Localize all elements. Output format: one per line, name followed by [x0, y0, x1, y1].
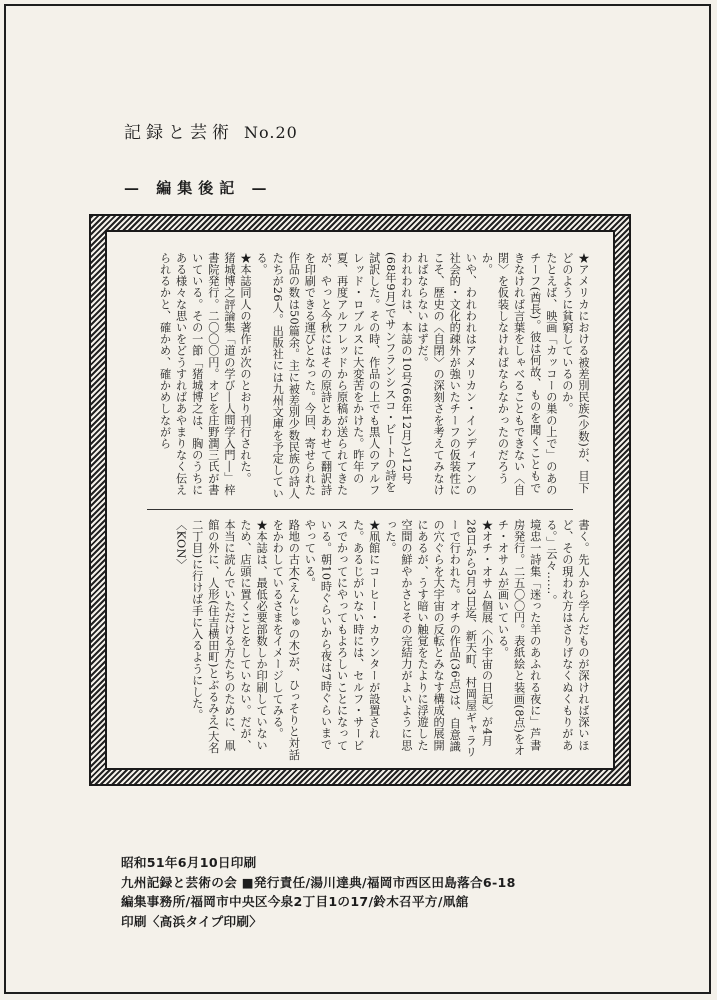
paragraph: 路地の古木(えんじゅの木)が、ひっそりと対話をかわしているさまをイメージしてみる。 [271, 519, 301, 761]
section-heading: — 編集後記 — [124, 179, 273, 197]
paragraph: 書く。先人から学んだものが深ければ深いほど、その現われ方はさりげなくぬくもりがある。」云々……。 [544, 519, 590, 751]
signature: 〈KON〉 [174, 519, 188, 571]
decorative-frame [89, 214, 631, 786]
column-divider [147, 509, 573, 510]
publisher-line: 九州記録と芸術の会 ■発行責任/湯川達典/福岡市西区田島落合6-18 [121, 874, 516, 890]
article-top-columns [131, 252, 591, 502]
title-text: 記録と芸術 [124, 123, 234, 143]
paragraph: ★本誌同人の著作が次のとおり刊行された。 [239, 252, 253, 484]
print-date: 昭和51年6月10日印刷 [121, 855, 257, 870]
paragraph: ★凧館にコーヒー・カウンターが設置された。あるじがいない時には、セルフ・サービスでかってにやってもよろしいことになっている。朝10時ぐらいから夜は7時ぐらいまでやっている。 [303, 519, 381, 751]
editorial-office: 編集事務所/福岡市中央区今泉2丁目1の17/鈴木召平方/凧舘 [121, 894, 469, 909]
printer: 印刷〈高浜タイプ印刷〉 [121, 913, 263, 929]
colophon [121, 853, 516, 931]
issue-number: No.20 [244, 123, 298, 142]
paragraph: われわれは、本誌の10号(66年12月)と12号(68年9月)でサンフランシスコ・ビートの詩を試訳した。その時、作品の上でも黒人のアルフレッド・ロブルスに大変苦をかけた。昨年の夏、再度アルフレッドから原稿が送られてきたが、やっと今秋にはその原詩とあわせて翻訳詩を印刷できる運びとなった。今回、寄せられた作品の数は50篇余。主に被差別少数民族の詩人たちが26人。出版社には九州文庫を予定している。 [255, 252, 413, 500]
journal-title [124, 118, 298, 143]
paragraph: ★本誌は、最低必要部数しか印刷していないため、店頭に置くことをしていない。だが、本当に読んでいただける方たちのために、凧館の外に、人形(住吉横田町)とぶるみえ(大名二丁目)に行けば手に入るようにした。 [190, 519, 269, 754]
paragraph: ★オチ・オサム個展〈小宇宙の日記〉が4月28日から5月3日迄、新天町、村岡屋ギャラリーで行われた。オチの作品(36点)は、自意識の穴ぐらを大宇宙の反転とみなす構成的展開にあるが、うす暗い触覚をたよりに浮遊した空間の鮮やかさとその完結力がよいように思った。 [383, 519, 494, 758]
paragraph: 猪城博之評論集「道の学び―人間学入門―」梓書院発行。二〇〇〇円。オビを庄野潤三氏が書いている。その一節「猪城博之は、胸のうちにある様々な思いをどうすればあやまりなく伝えられるかと、確かめ、確かめしながら [158, 252, 236, 496]
article-box [105, 230, 615, 770]
paragraph: いや、われわれはアメリカン・インディアンの社会的・文化的疎外が強いたチーフの仮装性にこそ、歴史の〈自閉〉の深刻さを考えてみなければならないはずだ。 [416, 252, 478, 496]
paragraph: 境忠一詩集「迷った羊のあふれる夜に」芦書房発行。二五〇〇円。表紙絵と装画(8点)をオチ・オサムが画いている。 [496, 519, 542, 757]
paragraph: ★アメリカにおける被差別民族(少数)が、目下どのように貧窮しているのか。 [560, 252, 590, 494]
article-bottom-columns [131, 519, 591, 761]
paragraph: たとえば、映画「カッコーの巣の上で」のあのチーフ(酋長)。彼は何故、ものを聞くこともできなければ言葉をしゃべることもできない〈自閉〉を仮装しなければならなかったのだろうか。 [480, 252, 558, 496]
